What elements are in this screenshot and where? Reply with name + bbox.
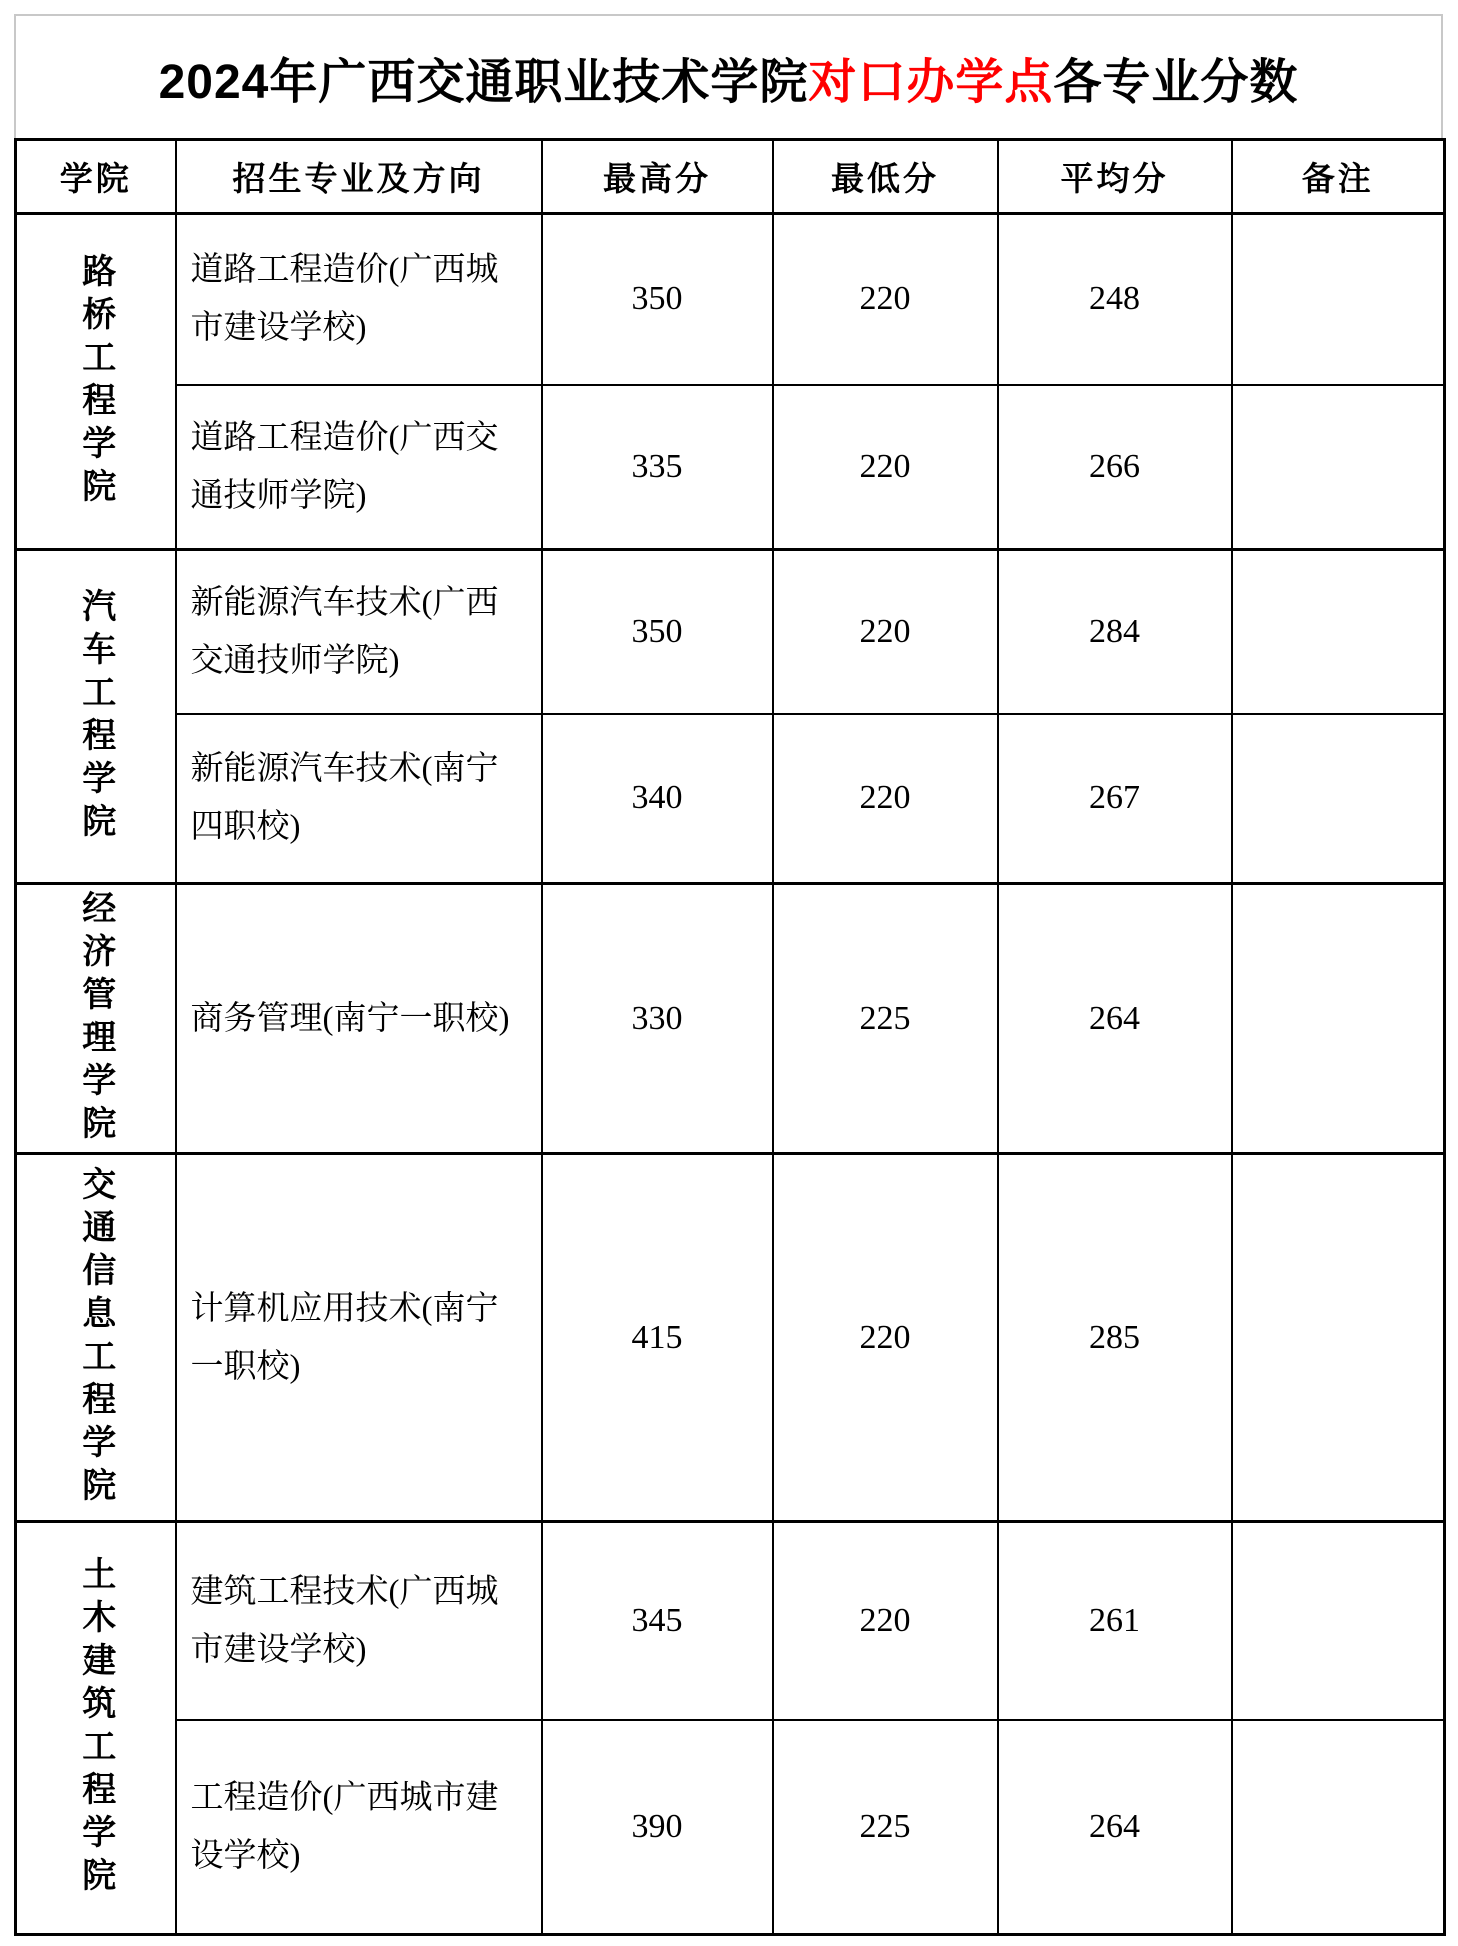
min-score-cell: 225: [773, 884, 998, 1154]
major-cell: 新能源汽车技术(南宁四职校): [176, 714, 542, 884]
major-cell: 道路工程造价(广西交通技师学院): [176, 385, 542, 550]
sheet: [14, 14, 1443, 1936]
min-score-cell: 220: [773, 714, 998, 884]
note-cell: [1232, 1720, 1445, 1935]
min-score-cell: 220: [773, 214, 998, 385]
header-min-score: 最低分: [773, 140, 998, 214]
max-score-cell: 340: [542, 714, 773, 884]
major-cell: 商务管理(南宁一职校): [176, 884, 542, 1154]
avg-score-cell: 248: [998, 214, 1232, 385]
college-cell: [16, 1522, 176, 1935]
table-row: [16, 550, 1445, 714]
min-score-cell: 225: [773, 1720, 998, 1935]
avg-score-cell: 261: [998, 1522, 1232, 1720]
header-max-score: 最高分: [542, 140, 773, 214]
major-cell: 建筑工程技术(广西城市建设学校): [176, 1522, 542, 1720]
header-row: [16, 140, 1445, 214]
avg-score-cell: 266: [998, 385, 1232, 550]
table-row: [16, 385, 1445, 550]
table-row: [16, 1154, 1445, 1522]
major-cell: 道路工程造价(广西城市建设学校): [176, 214, 542, 385]
note-cell: [1232, 214, 1445, 385]
college-cell: [16, 214, 176, 550]
avg-score-cell: 285: [998, 1154, 1232, 1522]
college-name: 土木建筑工程学院: [76, 1556, 115, 1900]
college-cell: [16, 550, 176, 884]
note-cell: [1232, 550, 1445, 714]
title-highlight: 对口办学点: [808, 55, 1054, 109]
min-score-cell: 220: [773, 1154, 998, 1522]
college-name: 经济管理学院: [76, 889, 115, 1148]
max-score-cell: 390: [542, 1720, 773, 1935]
table-row: [16, 1720, 1445, 1935]
college-name: 路桥工程学院: [76, 252, 115, 511]
college-cell: [16, 1154, 176, 1522]
major-cell: 计算机应用技术(南宁一职校): [176, 1154, 542, 1522]
page-title: [14, 14, 1443, 138]
avg-score-cell: 264: [998, 884, 1232, 1154]
note-cell: [1232, 385, 1445, 550]
min-score-cell: 220: [773, 550, 998, 714]
title-suffix: 各专业分数: [1053, 55, 1299, 109]
max-score-cell: 350: [542, 214, 773, 385]
max-score-cell: 330: [542, 884, 773, 1154]
table-row: [16, 214, 1445, 385]
note-cell: [1232, 1154, 1445, 1522]
header-note: 备注: [1232, 140, 1445, 214]
min-score-cell: 220: [773, 1522, 998, 1720]
table-row: [16, 1522, 1445, 1720]
table-row: [16, 714, 1445, 884]
title-prefix: 2024年广西交通职业技术学院: [158, 55, 809, 109]
table-row: [16, 884, 1445, 1154]
max-score-cell: 335: [542, 385, 773, 550]
avg-score-cell: 264: [998, 1720, 1232, 1935]
note-cell: [1232, 884, 1445, 1154]
major-cell: 新能源汽车技术(广西交通技师学院): [176, 550, 542, 714]
college-cell: [16, 884, 176, 1154]
header-major: 招生专业及方向: [176, 140, 542, 214]
score-table: [14, 138, 1446, 1936]
college-name: 汽车工程学院: [76, 587, 115, 846]
max-score-cell: 415: [542, 1154, 773, 1522]
avg-score-cell: 284: [998, 550, 1232, 714]
max-score-cell: 345: [542, 1522, 773, 1720]
note-cell: [1232, 714, 1445, 884]
max-score-cell: 350: [542, 550, 773, 714]
header-college: 学院: [16, 140, 176, 214]
avg-score-cell: 267: [998, 714, 1232, 884]
college-name: 交通信息工程学院: [76, 1165, 115, 1510]
major-cell: 工程造价(广西城市建设学校): [176, 1720, 542, 1935]
header-avg-score: 平均分: [998, 140, 1232, 214]
min-score-cell: 220: [773, 385, 998, 550]
note-cell: [1232, 1522, 1445, 1720]
